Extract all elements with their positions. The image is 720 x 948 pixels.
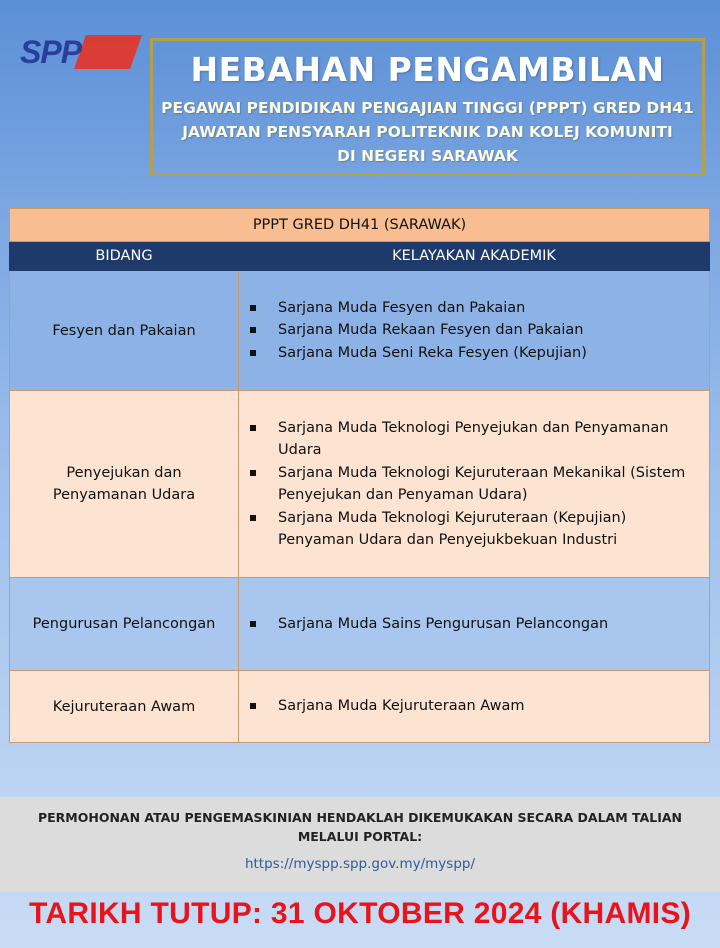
footer-line-1: PERMOHONAN ATAU PENGEMASKINIAN HENDAKLAH DIKEMUKAKAN SECARA DALAM TALIAN <box>37 810 683 825</box>
list-item: Sarjana Muda Rekaan Fesyen dan Pakaian <box>249 319 689 342</box>
svg-text:SPP: SPP <box>20 34 82 70</box>
qualification-table <box>9 208 710 743</box>
header-box <box>150 38 705 176</box>
table-row <box>10 391 710 578</box>
list-item: Sarjana Muda Sains Pengurusan Pelancongan <box>249 613 689 636</box>
list-item: Sarjana Muda Kejuruteraan Awam <box>249 695 689 718</box>
kelayakan-cell <box>239 271 710 391</box>
portal-link[interactable]: https://myspp.spp.gov.my/myspp/ <box>244 856 476 872</box>
bidang-cell <box>10 391 239 578</box>
kelayakan-cell <box>239 391 710 578</box>
header-line-3: DI NEGERI SARAWAK <box>337 147 518 165</box>
header-line-1: PEGAWAI PENDIDIKAN PENGAJIAN TINGGI (PPPT) GRED DH41 <box>161 99 694 117</box>
footer-notice <box>0 797 720 892</box>
header-subtitle <box>153 96 702 168</box>
page-title: HEBAHAN PENGAMBILAN <box>190 50 665 89</box>
column-header-kelayakan: KELAYAKAN AKADEMIK <box>239 242 710 271</box>
footer-instruction <box>0 797 720 846</box>
list-item: Sarjana Muda Fesyen dan Pakaian <box>249 297 689 320</box>
bidang-cell: Pengurusan Pelancongan <box>10 578 239 671</box>
table-row <box>10 671 710 743</box>
footer-line-2: MELALUI PORTAL: <box>297 829 423 844</box>
kelayakan-cell <box>239 671 710 743</box>
kelayakan-cell <box>239 578 710 671</box>
table-row <box>10 578 710 671</box>
column-header-bidang: BIDANG <box>10 242 239 271</box>
bidang-cell: Fesyen dan Pakaian <box>10 271 239 391</box>
bidang-label: Penyejukan dan Penyamanan Udara <box>52 465 196 503</box>
list-item: Sarjana Muda Seni Reka Fesyen (Kepujian) <box>249 342 689 365</box>
header-line-2: JAWATAN PENSYARAH POLITEKNIK DAN KOLEJ KOMUNITI <box>182 123 673 141</box>
table-title: PPPT GRED DH41 (SARAWAK) <box>10 209 710 242</box>
closing-date: TARIKH TUTUP: 31 OKTOBER 2024 (KHAMIS) <box>28 897 692 930</box>
list-item: Sarjana Muda Teknologi Penyejukan dan Penyamanan Udara <box>249 417 689 462</box>
list-item: Sarjana Muda Teknologi Kejuruteraan (Kepujian) Penyaman Udara dan Penyejukbekuan Industri <box>249 507 689 552</box>
list-item: Sarjana Muda Teknologi Kejuruteraan Mekanikal (Sistem Penyejukan dan Penyaman Udara) <box>249 462 689 507</box>
table-row <box>10 271 710 391</box>
bidang-cell: Kejuruteraan Awam <box>10 671 239 743</box>
spp-logo <box>16 32 144 72</box>
